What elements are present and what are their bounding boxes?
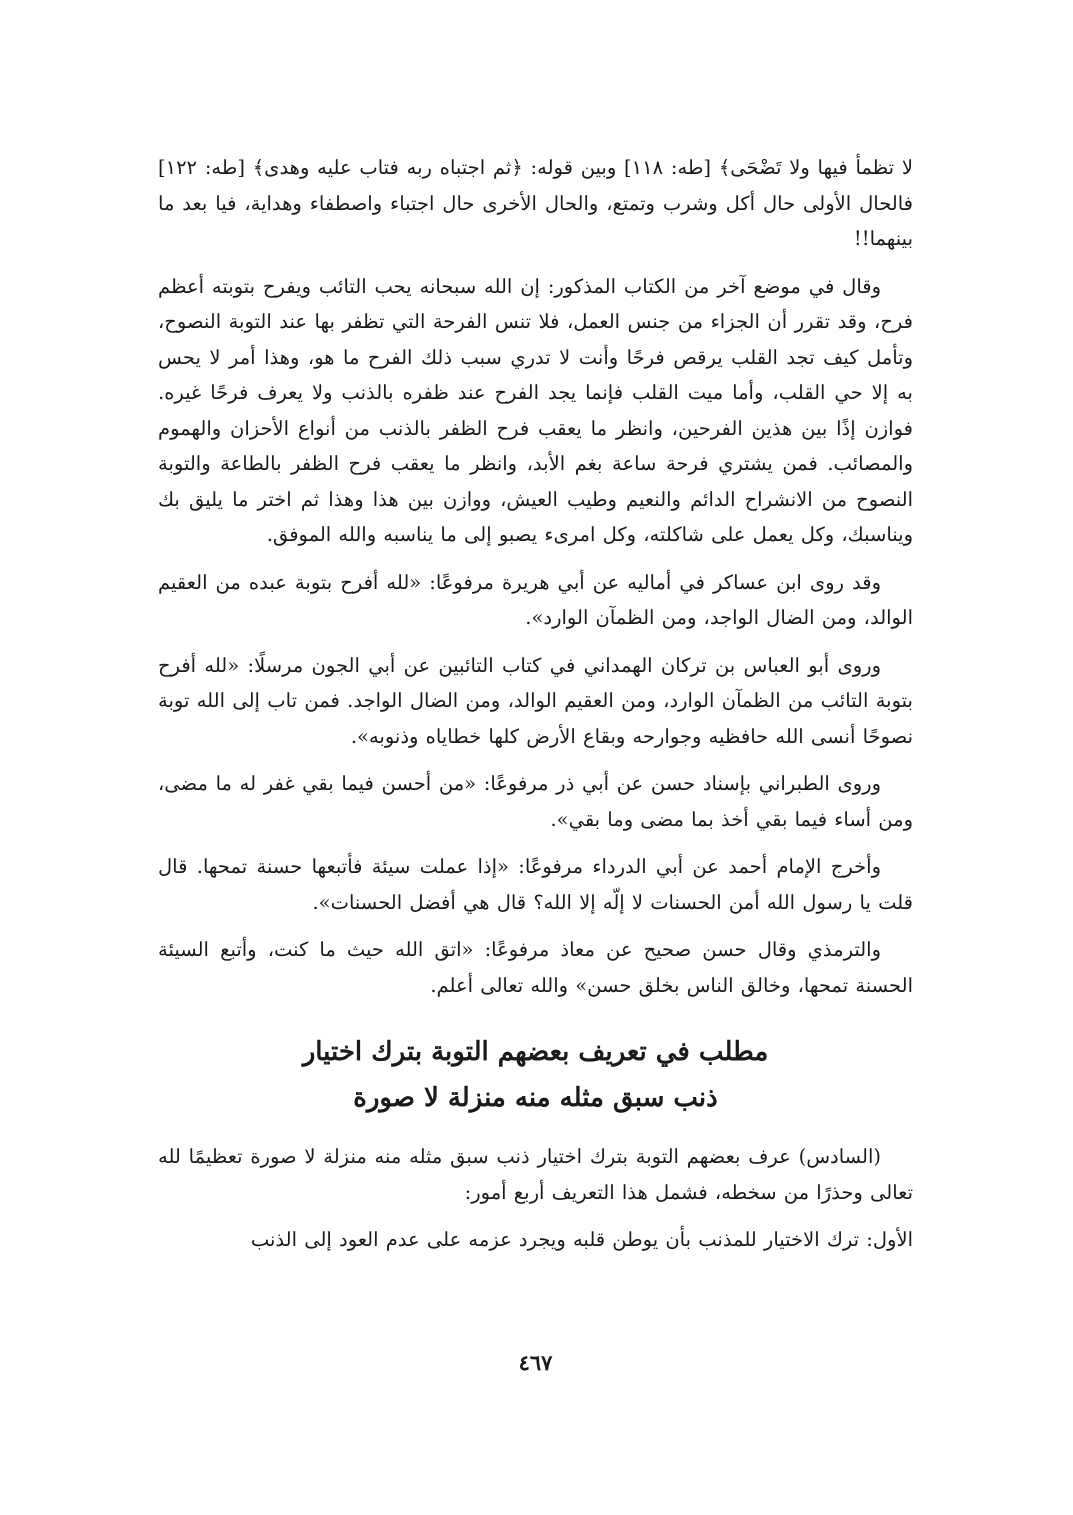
- paragraph-5: وروى الطبراني بإسناد حسن عن أبي ذر مرفوعًا: «من أحسن فيما بقي غفر له ما مضى، ومن أساء فيما بقي أخذ بما مضى وما بقي».: [158, 772, 913, 831]
- paragraph-8: (السادس) عرف بعضهم التوبة بترك اختيار ذنب سبق مثله منه منزلة لا صورة تعظيمًا لله تعالى وحذرًا من سخطه، فشمل هذا التعريف أربع أمور:: [158, 1145, 913, 1204]
- page-number: ٤٦٧: [518, 1350, 553, 1375]
- paragraph-7: والترمذي وقال حسن صحيح عن معاذ مرفوعًا: «اتق الله حيث ما كنت، وأتبع السيئة الحسنة تمحها، وخالق الناس بخلق حسن» والله تعالى أعلم.: [158, 938, 913, 997]
- book-page: [158, 150, 913, 1490]
- paragraph-6: وأخرج الإمام أحمد عن أبي الدرداء مرفوعًا: «إذا عملت سيئة فأتبعها حسنة تمحها. قال قلت يا رسول الله أمن الحسنات لا إلّه إلا الله؟ قال هي أفضل الحسنات».: [158, 855, 913, 914]
- paragraph-4: وروى أبو العباس بن تركان الهمداني في كتاب التائبين عن أبي الجون مرسلًا: «لله أفرح بتوبة التائب من الظمآن الوارد، ومن العقيم الوالد، ومن الضال الواجد. فمن تاب إلى الله توبة نصوحًا أنسى الله حافظيه وجوارحه وبقاع الأرض كلها خطاياه وذنوبه».: [158, 653, 913, 748]
- paragraph-9: الأول: ترك الاختيار للمذنب بأن يوطن قلبه ويجرد عزمه على عدم العود إلى الذنب: [250, 1228, 913, 1251]
- paragraph-2: وقال في موضع آخر من الكتاب المذكور: إن الله سبحانه يحب التائب ويفرح بتوبته أعظم فرح، وقد تقرر أن الجزاء من جنس العمل، فلا تنس الفرحة التي تظفر بها عند التوبة النصوح، وتأمل كيف تجد القلب يرقص فرحًا وأنت لا تدري سبب ذلك الفرح ما هو، وهذا أمر لا يحس به إلا حي القلب، وأما ميت القلب فإنما يجد الفرح عند ظفره بالذنب ولا يعرف فرحًا غيره. فوازن إذًا بين هذين الفرحين، وانظر ما يعقب فرح الظفر بالذنب من أنواع الأحزان والهموم والمصائب. فمن يشتري فرحة ساعة بغم الأبد، وانظر ما يعقب فرح الظفر بالطاعة والتوبة النصوح من الانشراح الدائم والنعيم وطيب العيش، ووازن بين هذا وهذا ثم اختر ما يليق بك ويناسبك، وكل يعمل على شاكلته، وكل امرىء يصبو إلى ما يناسبه والله الموفق.: [158, 274, 913, 546]
- paragraph-1: لا تظمأ فيها ولا تَضْحَى﴾ [طه: ١١٨] وبين قوله: ﴿ثم اجتباه ربه فتاب عليه وهدى﴾ [طه: ١٢٢] فالحال الأولى حال أكل وشرب وتمتع، والحال الأخرى حال اجتباء واصطفاء وهداية، فيا بعد ما بينهما!!: [158, 156, 913, 250]
- section-heading: [158, 1029, 913, 1121]
- section-heading-line-1: مطلب في تعريف بعضهم التوبة بترك اختيار: [302, 1037, 769, 1067]
- section-heading-line-2: ذنب سبق مثله منه منزلة لا صورة: [353, 1083, 718, 1113]
- paragraph-3: وقد روى ابن عساكر في أماليه عن أبي هريرة مرفوعًا: «لله أفرح بتوبة عبده من العقيم الوالد، ومن الضال الواجد، ومن الظمآن الوارد».: [158, 570, 913, 629]
